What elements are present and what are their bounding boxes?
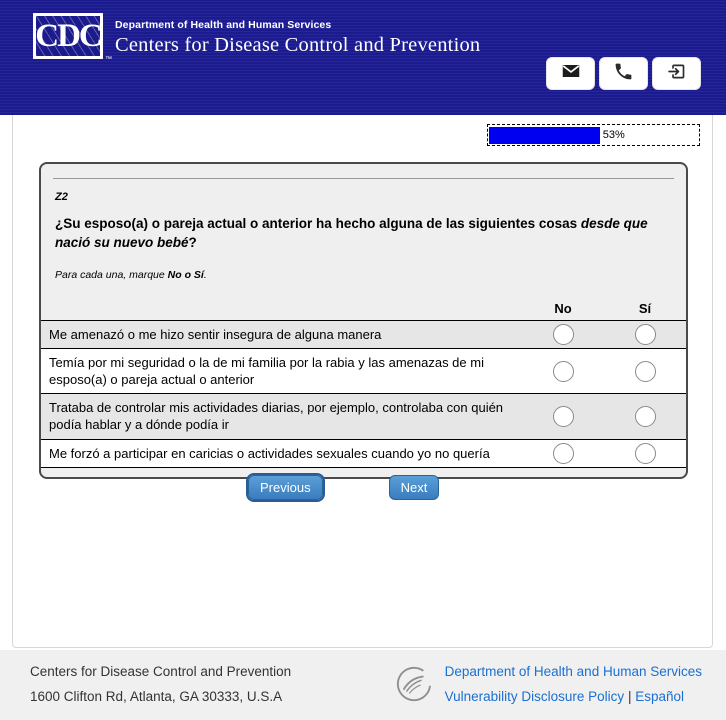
phone-button[interactable]: [599, 57, 648, 90]
espanol-link[interactable]: Español: [635, 689, 685, 704]
question-text: [55, 215, 672, 253]
radio-cell: [604, 394, 686, 438]
progress-percent-label: 53%: [602, 129, 625, 141]
question-panel: [39, 162, 688, 479]
answer-table-header: [41, 301, 686, 320]
row-statement: Trataba de controlar mis actividades diarias, por ejemplo, controlaba con quién podía hablar y a dónde podía ir: [49, 400, 504, 433]
phone-icon: [613, 61, 634, 87]
previous-button[interactable]: Previous: [248, 475, 323, 500]
next-button[interactable]: Next: [389, 475, 440, 500]
question-instruction: [55, 269, 672, 281]
row-statement: Temía por mi seguridad o la de mi familia por la rabia y las amenazas de mi esposo(a) o pareja actual o anterior: [49, 354, 484, 388]
radio-no[interactable]: [553, 443, 574, 464]
instruction-emphasis: No o Sí: [167, 268, 204, 281]
progress-bar-fill: [489, 127, 600, 144]
radio-si[interactable]: [635, 361, 656, 382]
question-text-prefix: ¿Su esposo(a) o pareja actual o anterior ha hecho alguna de las siguientes cosas: [55, 216, 581, 231]
radio-cell: [522, 321, 604, 348]
question-text-suffix: ?: [188, 234, 197, 250]
vulnerability-disclosure-link[interactable]: Vulnerability Disclosure Policy: [444, 689, 625, 704]
instruction-prefix: Para cada una, marque: [55, 268, 168, 281]
radio-si[interactable]: [635, 406, 656, 427]
exit-icon: [666, 61, 687, 87]
hhs-logo-icon: [395, 665, 433, 706]
radio-si[interactable]: [635, 324, 656, 345]
column-header-no: No: [554, 300, 572, 316]
link-separator: |: [627, 689, 632, 704]
instruction-suffix: .: [203, 268, 207, 281]
answer-table: [41, 301, 686, 468]
page-footer: [0, 650, 726, 720]
table-row: [41, 320, 686, 348]
radio-no[interactable]: [553, 406, 574, 427]
mail-button[interactable]: [546, 57, 595, 90]
radio-cell: [604, 349, 686, 393]
progress-bar: [487, 124, 700, 146]
table-row: [41, 348, 686, 393]
org-title: Centers for Disease Control and Prevention: [115, 34, 481, 56]
column-header-si: Sí: [638, 300, 652, 316]
row-statement: Me amenazó o me hizo sentir insegura de alguna manera: [49, 326, 382, 342]
footer-links-block: [395, 660, 702, 710]
panel-divider: [53, 178, 674, 179]
footer-address: [30, 660, 291, 710]
site-header: [0, 0, 726, 115]
department-line: Department of Health and Human Services: [115, 19, 332, 31]
exit-button[interactable]: [652, 57, 701, 90]
masthead: [115, 19, 480, 57]
question-text-emphasis: desde que nació su nuevo bebé: [55, 216, 648, 250]
radio-cell: [522, 349, 604, 393]
header-action-buttons: [546, 57, 701, 90]
cdc-logo[interactable]: [33, 13, 103, 59]
table-row: [41, 439, 686, 468]
footer-address-line1: Centers for Disease Control and Prevention: [30, 664, 292, 680]
mail-icon: [560, 60, 582, 87]
cdc-logo-text: CDC: [35, 17, 101, 54]
radio-no[interactable]: [553, 324, 574, 345]
footer-address-line2: 1600 Clifton Rd, Atlanta, GA 30333, U.S.A: [30, 689, 283, 704]
radio-no[interactable]: [553, 361, 574, 382]
question-id: Z2: [55, 191, 68, 203]
table-row: [41, 393, 686, 438]
radio-cell: [522, 440, 604, 467]
hhs-link[interactable]: Department of Health and Human Services: [444, 664, 702, 680]
radio-cell: [604, 321, 686, 348]
navigation-buttons: [13, 475, 712, 500]
trademark-symbol: ™: [105, 56, 112, 63]
radio-cell: [522, 394, 604, 438]
radio-cell: [604, 440, 686, 467]
footer-links: [445, 660, 702, 710]
content-card: [12, 115, 713, 648]
radio-si[interactable]: [635, 443, 656, 464]
row-statement: Me forzó a participar en caricias o actividades sexuales cuando yo no quería: [49, 445, 490, 461]
